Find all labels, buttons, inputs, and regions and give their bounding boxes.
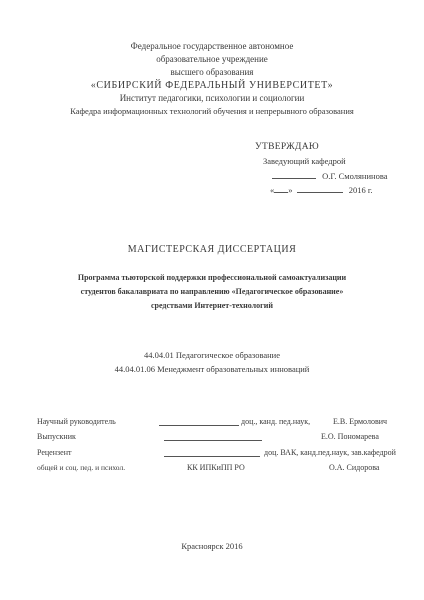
signature-row-reviewer: [37, 447, 399, 458]
day-blank: [274, 184, 288, 193]
header-line-1: Федеральное государственное автономное: [130, 41, 294, 51]
signature-role: Рецензент: [37, 448, 72, 457]
signature-role: общей и соц. пед. и психол.: [37, 463, 126, 472]
topic-line-2: студентов бакалавриата по направлению «Педагогическое образование»: [80, 287, 344, 296]
month-blank: [297, 184, 343, 193]
signature-detail: доц. ВАК, канд.пед.наук, зав.кафедрой: [264, 448, 396, 457]
institute-name: Институт педагогики, психологии и социологии: [119, 93, 305, 103]
signature-blank: [164, 432, 262, 441]
topic-line-1: Программа тьюторской поддержки профессиональной самоактуализации: [77, 273, 347, 282]
signature-blank: [272, 170, 316, 179]
signature-role: Выпускник: [37, 432, 76, 441]
signature-detail: КК ИПКиПП РО: [187, 463, 245, 472]
signature-row-supervisor: [37, 416, 399, 427]
approval-title: УТВЕРЖДАЮ: [255, 142, 319, 152]
approval-name: О.Г. Смолянинова: [322, 171, 388, 181]
university-name: «СИБИРСКИЙ ФЕДЕРАЛЬНЫЙ УНИВЕРСИТЕТ»: [90, 80, 334, 91]
city-year: Красноярск 2016: [181, 541, 243, 551]
date-quote-open: «: [270, 185, 275, 195]
signature-role: Научный руководитель: [37, 417, 116, 426]
specialty-code: 44.04.01 Педагогическое образование: [143, 350, 280, 360]
department-name: Кафедра информационных технологий обучения и непрерывного образования: [70, 106, 354, 116]
approval-date-line: [270, 184, 373, 196]
signature-name: О.А. Сидорова: [329, 463, 380, 472]
document-type: МАГИСТЕРСКАЯ ДИССЕРТАЦИЯ: [127, 244, 297, 255]
approval-signature-line: [272, 170, 388, 182]
signature-blank: [159, 417, 239, 426]
signature-name: Е.В. Ермолович: [333, 417, 388, 426]
approval-position: Заведующий кафедрой: [263, 156, 346, 166]
topic-line-3: средствами Интернет-технологий: [150, 301, 274, 310]
signature-row-reviewer-affiliation: [37, 462, 399, 473]
signature-row-graduate: [37, 431, 399, 442]
header-line-2: образовательное учреждение: [156, 54, 268, 64]
signature-detail: доц., канд. пед.наук,: [241, 417, 311, 426]
signature-name: Е.О. Пономарева: [321, 432, 379, 441]
approval-year: 2016 г.: [348, 185, 373, 195]
header-line-3: высшего образования: [170, 67, 254, 77]
date-quote-close: »: [288, 185, 293, 195]
program-code: 44.04.01.06 Менеджмент образовательных инноваций: [114, 364, 310, 374]
signature-blank: [164, 448, 260, 457]
